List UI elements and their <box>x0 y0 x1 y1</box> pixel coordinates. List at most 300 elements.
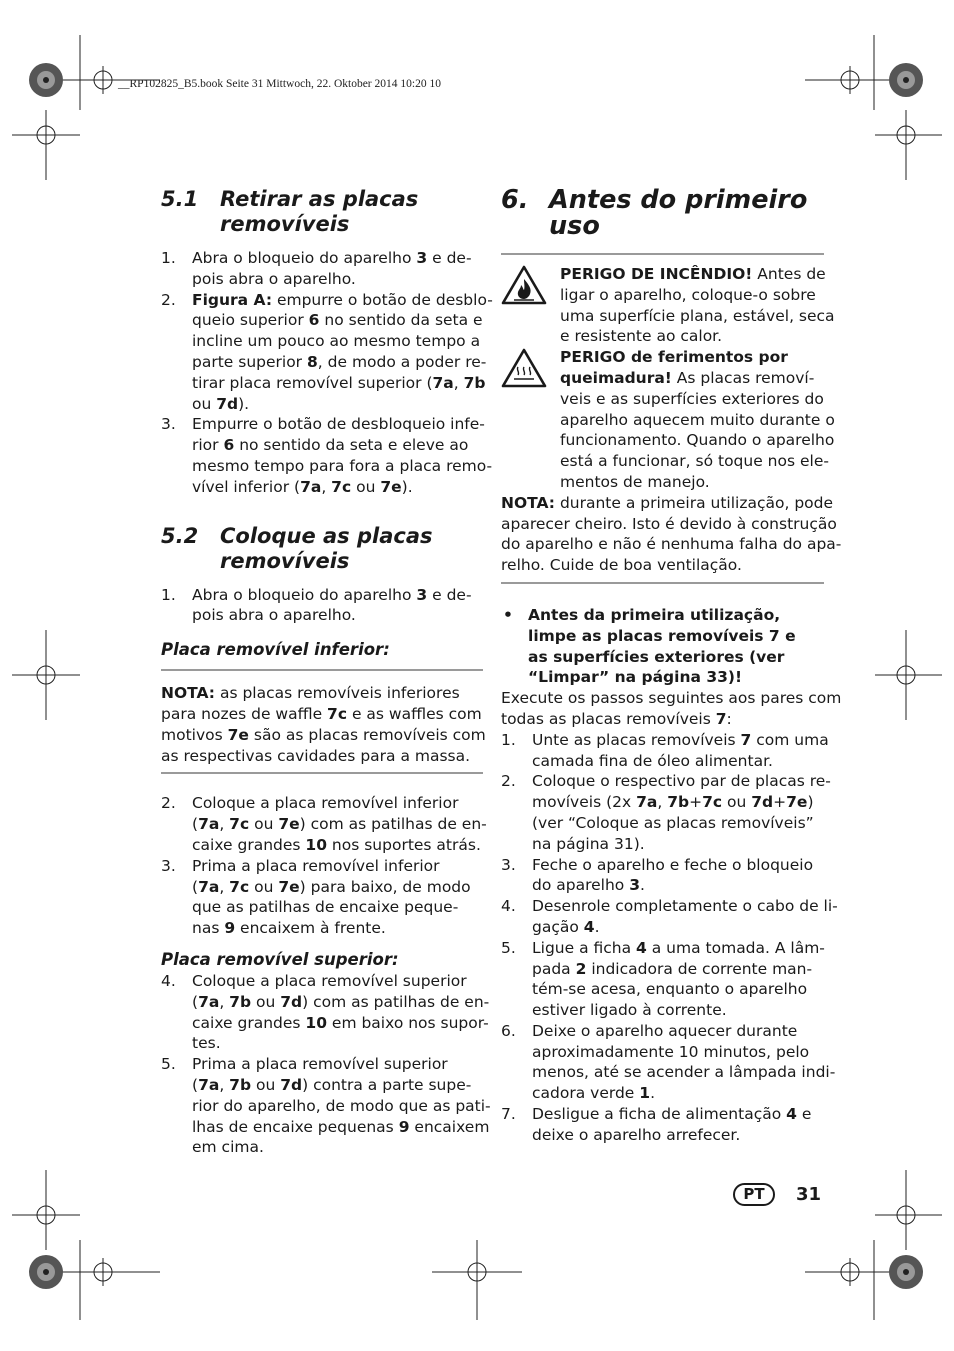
text-line <box>532 1000 824 1021</box>
text-run: , <box>219 1075 230 1094</box>
list-item <box>161 585 483 627</box>
bold-text: 7c <box>331 477 352 496</box>
text-run: para nozes de waffle <box>161 704 328 723</box>
list-item <box>161 1054 491 1158</box>
list-item <box>501 730 829 772</box>
divider <box>501 582 824 584</box>
text-line <box>532 834 824 855</box>
bold-text: 3 <box>416 585 428 604</box>
text-run: Ligue a ficha <box>532 938 637 957</box>
text-line <box>192 1137 483 1158</box>
bold-text: 9 <box>224 919 236 938</box>
bold-text: 7a <box>198 1075 220 1094</box>
text-run: cadora verde <box>532 1084 640 1103</box>
text-line <box>532 751 824 772</box>
item-body <box>192 290 493 415</box>
text-line <box>192 1033 483 1054</box>
text-line <box>528 626 824 647</box>
item-number: 2. <box>161 794 176 813</box>
text-run: camada fina de óleo alimentar. <box>532 751 773 770</box>
text-run: encaixem à frente. <box>235 919 386 938</box>
text-run: Desenrole completamente o cabo de li- <box>532 897 838 916</box>
text-run: Coloque a placa removível inferior <box>192 794 459 813</box>
text-run: e resistente ao calor. <box>560 327 723 346</box>
text-run: movíveis (2x <box>532 793 637 812</box>
text-run: as superfícies exteriores (ver <box>528 647 785 666</box>
text-run: incline um pouco ao mesmo tempo a <box>192 332 481 351</box>
bold-text: NOTA: <box>501 493 556 512</box>
text-run: em cima. <box>192 1138 264 1157</box>
text-run: uma superfície plana, estável, seca <box>560 306 835 325</box>
text-line <box>192 331 483 352</box>
text-run: parte superior <box>192 352 307 371</box>
bold-text: 7d <box>280 992 303 1011</box>
text-run: Coloque a placa removível superior <box>192 971 467 990</box>
text-run: ou <box>722 793 752 812</box>
text-line <box>192 971 483 992</box>
text-run: ou <box>192 394 217 413</box>
text-run: Desligue a ficha de alimentação <box>532 1105 787 1124</box>
text-run: . <box>594 917 600 936</box>
text-line <box>192 373 486 394</box>
text-run: As placas removí- <box>671 368 815 387</box>
item-number: 2. <box>501 772 516 791</box>
text-run: , <box>321 477 332 496</box>
text-line <box>501 688 842 709</box>
text-line <box>192 1075 483 1096</box>
text-run: ( <box>192 1075 199 1094</box>
text-run: funcionamento. Quando o aparelho <box>560 431 835 450</box>
text-run: pois abra o aparelho. <box>192 606 356 625</box>
item-body <box>192 856 483 939</box>
text-run: lhas de encaixe pequenas <box>192 1117 399 1136</box>
item-number: 3. <box>161 856 176 875</box>
text-run: tirar placa removível superior ( <box>192 373 433 392</box>
text-line <box>192 394 483 415</box>
text-run: as respectivas cavidades para a massa. <box>161 746 471 765</box>
text-line <box>560 368 824 389</box>
text-line <box>532 938 824 959</box>
bold-text: 10 <box>305 1013 327 1032</box>
text-run: ( <box>192 815 199 834</box>
text-line <box>501 493 834 514</box>
bold-text: 7a <box>198 877 220 896</box>
text-line <box>501 555 824 576</box>
text-run: , <box>219 992 230 1011</box>
text-run: , <box>657 793 668 812</box>
bold-text: 7 <box>740 730 752 749</box>
text-run: pada <box>532 959 576 978</box>
bold-text: 3 <box>629 876 640 895</box>
text-line <box>192 290 493 311</box>
text-run: relho. Cuide de boa ventilação. <box>501 556 742 575</box>
text-line <box>192 1054 483 1075</box>
text-run: . <box>650 1084 655 1103</box>
text-run: Empurre o botão de desbloqueio infe- <box>192 415 485 434</box>
text-line <box>192 352 487 373</box>
text-line <box>532 959 824 980</box>
steps-list <box>161 793 487 939</box>
bold-text: 7e <box>786 793 808 812</box>
item-number: 1. <box>161 585 176 604</box>
text-line <box>192 835 483 856</box>
bold-text: 6 <box>223 436 235 455</box>
bold-text: 7c <box>702 793 723 812</box>
text-run: veis e as superfícies exteriores do <box>560 389 824 408</box>
list-item <box>501 896 838 938</box>
text-run: encaixem <box>409 1117 490 1136</box>
item-body <box>192 585 483 627</box>
text-line <box>532 1125 824 1146</box>
intro-text <box>501 688 842 730</box>
section-heading-5-2: 5.2 Coloque as placas removíveis <box>161 523 433 573</box>
text-line <box>528 605 824 626</box>
hot-surface-icon <box>501 347 547 389</box>
text-line <box>560 430 835 451</box>
item-number: 4. <box>161 971 176 990</box>
text-run: Antes da primeira utilização, <box>528 605 781 624</box>
bold-text: 4 <box>636 938 647 957</box>
text-run: ou <box>351 477 381 496</box>
text-line <box>532 1042 824 1063</box>
text-line <box>532 979 824 1000</box>
text-line <box>192 585 483 606</box>
text-run: são as placas removíveis com <box>248 725 486 744</box>
text-run: (ver “Coloque as placas removíveis” <box>532 813 814 832</box>
divider <box>161 772 483 774</box>
text-run: Unte as placas removíveis <box>532 730 741 749</box>
text-run: ( <box>192 992 199 1011</box>
text-line <box>532 855 824 876</box>
text-run: vível inferior ( <box>192 477 301 496</box>
text-run: no sentido da seta e <box>319 311 483 330</box>
text-line <box>161 704 483 725</box>
item-number: 5. <box>501 938 516 957</box>
print-slug: __RP102825_B5.book Seite 31 Mittwoch, 22. Oktober 2014 10:20 10 <box>118 78 441 90</box>
bold-text: 7e <box>278 877 300 896</box>
text-run: , de modo a poder re- <box>317 352 487 371</box>
text-run: deixe o aparelho arrefecer. <box>532 1125 741 1144</box>
text-run: ou <box>251 1075 281 1094</box>
bold-text: 7b <box>463 373 486 392</box>
bold-text: 7d <box>216 394 239 413</box>
bold-text: 7b <box>667 793 690 812</box>
text-line <box>528 667 824 688</box>
steps-list <box>161 585 483 627</box>
text-run: Abra o bloqueio do aparelho <box>192 249 417 267</box>
text-run: . <box>640 876 645 895</box>
text-run: aproximadamente 10 minutos, pelo <box>532 1042 810 1061</box>
text-run: ou <box>251 992 281 1011</box>
text-run: mentos de manejo. <box>560 472 710 491</box>
text-run: , <box>219 815 230 834</box>
page-number: 31 <box>796 1184 822 1205</box>
text-run: + <box>689 793 703 812</box>
item-number: 6. <box>501 1021 516 1040</box>
text-line <box>192 435 483 456</box>
text-line <box>192 605 483 626</box>
list-item <box>161 248 483 290</box>
steps-list <box>501 730 838 1146</box>
text-line <box>192 1096 491 1117</box>
text-line <box>192 1117 490 1138</box>
text-run: : <box>726 709 732 728</box>
text-run: ou <box>249 877 279 896</box>
text-line <box>560 326 824 347</box>
text-run: empurre o botão de desblo- <box>272 290 493 309</box>
section-heading-5-1: 5.1 Retirar as placas removíveis <box>161 187 419 236</box>
bold-text: 7c <box>229 877 250 896</box>
text-line <box>192 877 483 898</box>
bold-text: 1 <box>639 1084 651 1103</box>
text-run: Coloque o respectivo par de placas re- <box>532 772 831 791</box>
text-line <box>532 1062 836 1083</box>
text-line <box>192 310 483 331</box>
item-body <box>192 971 490 1054</box>
text-run: ligar o aparelho, coloque-o sobre <box>560 285 816 304</box>
bold-text: 2 <box>575 959 587 978</box>
text-run: todas as placas removíveis <box>501 709 716 728</box>
bold-text: NOTA: <box>161 684 216 703</box>
text-run: + <box>773 793 787 812</box>
text-run: menos, até se acender a lâmpada indi- <box>532 1063 836 1082</box>
list-item <box>501 771 831 854</box>
item-body <box>532 1104 824 1146</box>
text-run: caixe grandes <box>192 1013 306 1032</box>
bold-text: 7e <box>227 725 249 744</box>
list-item <box>501 855 824 897</box>
divider <box>501 253 824 255</box>
text-run: indicadora de corrente man- <box>586 959 813 978</box>
text-line <box>560 264 824 285</box>
text-run: ) contra a parte supe- <box>302 1075 472 1094</box>
text-run: ) com as patilhas de en- <box>299 815 487 834</box>
text-line <box>501 534 842 555</box>
bold-text: 4 <box>583 917 595 936</box>
text-run: aparecer cheiro. Isto é devido à construção <box>501 514 837 533</box>
item-body <box>532 771 831 854</box>
item-number: 1. <box>161 249 176 267</box>
bold-text: 7 <box>715 709 727 728</box>
subheading-upper: Placa removível superior: <box>161 949 399 969</box>
text-run: e de- <box>427 585 472 604</box>
text-run: aparelho aquecem muito durante o <box>560 410 835 429</box>
text-line <box>560 410 835 431</box>
item-body <box>532 1021 836 1104</box>
text-run: estiver ligado à corrente. <box>532 1001 727 1020</box>
bold-text: PERIGO DE INCÊNDIO! <box>560 265 753 283</box>
item-number: 5. <box>161 1055 176 1074</box>
bold-text: Figura A: <box>192 290 273 309</box>
text-run: rior <box>192 436 224 455</box>
text-run: está a funcionar, só toque nos ele- <box>560 452 829 471</box>
bold-text: 9 <box>398 1117 410 1136</box>
bullet-note: • Antes da primeira utilização, limpe as placas removíveis 7 e as superfícies exteriores (ver “Limpar” na página 33)! <box>501 605 824 688</box>
text-line <box>192 814 487 835</box>
bold-text: queimadura! <box>560 368 672 387</box>
text-run: Feche o aparelho e feche o bloqueio <box>532 855 814 874</box>
text-run: , <box>453 373 464 392</box>
text-run: ) <box>807 793 814 812</box>
text-line <box>532 875 824 896</box>
text-run: durante a primeira utilização, pode <box>555 493 834 512</box>
bold-text: 7d <box>751 793 774 812</box>
text-line <box>560 306 835 327</box>
item-body <box>532 896 838 938</box>
text-run: do aparelho e não é nenhuma falha do apa- <box>501 535 842 554</box>
text-run: nos suportes atrás. <box>326 835 481 854</box>
text-line <box>192 477 483 498</box>
text-run: ou <box>249 815 279 834</box>
text-run: , <box>219 877 230 896</box>
text-line <box>560 451 829 472</box>
text-line <box>532 813 824 834</box>
list-item <box>161 793 487 855</box>
text-line <box>560 347 824 368</box>
text-run: e <box>796 1105 812 1124</box>
item-number: 3. <box>501 855 516 874</box>
text-run: pois abra o aparelho. <box>192 269 356 288</box>
steps-list <box>161 971 491 1158</box>
text-line <box>192 897 483 918</box>
list-item <box>161 414 493 497</box>
text-run: ). <box>238 394 250 413</box>
steps-list <box>161 248 493 498</box>
list-item <box>161 971 490 1054</box>
text-line <box>161 746 483 767</box>
bold-text: 6 <box>308 311 320 330</box>
text-run: na página 31). <box>532 834 645 853</box>
text-line <box>560 472 824 493</box>
item-body <box>192 1054 491 1158</box>
text-line <box>192 456 493 477</box>
item-body <box>532 855 824 897</box>
text-line <box>532 1021 824 1042</box>
bold-text: 7c <box>327 704 348 723</box>
text-line <box>560 389 824 410</box>
bold-text: 7d <box>280 1075 303 1094</box>
text-run: ) com as patilhas de en- <box>302 992 490 1011</box>
text-line <box>532 896 838 917</box>
list-item <box>501 938 824 1021</box>
text-run: e de- <box>427 249 472 267</box>
item-number: 2. <box>161 290 176 309</box>
bold-text: 3 <box>416 249 428 267</box>
bold-text: 7c <box>229 815 250 834</box>
text-run: com uma <box>751 730 829 749</box>
text-line <box>192 414 483 435</box>
text-run: Abra o bloqueio do aparelho <box>192 585 417 604</box>
text-run: Execute os passos seguintes aos pares com <box>501 689 842 708</box>
text-line <box>560 285 824 306</box>
language-badge: PT <box>733 1183 775 1206</box>
text-run: nas <box>192 919 225 938</box>
text-line <box>161 725 486 746</box>
text-run: do aparelho <box>532 876 630 895</box>
text-run: “Limpar” na página 33)! <box>528 668 743 687</box>
text-run: em baixo nos supor- <box>326 1013 489 1032</box>
bold-text: 10 <box>305 835 327 854</box>
text-run: tém-se acesa, enquanto o aparelho <box>532 980 808 999</box>
text-line <box>532 917 824 938</box>
left-column <box>161 187 493 1158</box>
bold-text: 7a <box>198 992 220 1011</box>
text-line <box>528 647 824 668</box>
text-run: ( <box>192 877 199 896</box>
text-run: Prima a placa removível superior <box>192 1055 448 1074</box>
item-number: 7. <box>501 1105 516 1124</box>
text-line <box>192 856 483 877</box>
bold-text: 7a <box>432 373 454 392</box>
text-run: no sentido da seta e eleve ao <box>234 436 469 455</box>
item-body <box>192 248 483 290</box>
text-line <box>501 709 824 730</box>
text-line <box>192 248 483 269</box>
list-item <box>501 1021 836 1104</box>
text-line <box>192 918 483 939</box>
section-heading-6: 6. Antes do primeiro uso <box>501 185 808 241</box>
text-line <box>532 792 824 813</box>
item-body <box>532 730 829 772</box>
list-item <box>161 290 493 415</box>
bold-text: 7b <box>229 992 252 1011</box>
text-line <box>192 992 490 1013</box>
text-run: Deixe o aparelho aquecer durante <box>532 1021 798 1040</box>
right-column <box>501 185 842 1146</box>
item-body <box>192 793 487 855</box>
bold-text: 7b <box>229 1075 252 1094</box>
list-item <box>501 1104 824 1146</box>
fire-warning-icon <box>501 264 547 306</box>
text-run: Prima a placa removível inferior <box>192 856 440 875</box>
item-body <box>532 938 824 1021</box>
list-item <box>161 856 483 939</box>
text-run: mesmo tempo para fora a placa remo- <box>192 456 493 475</box>
text-line <box>532 1104 824 1125</box>
text-run: motivos <box>161 725 228 744</box>
bold-text: 7a <box>636 793 658 812</box>
text-run: tes. <box>192 1034 221 1053</box>
text-run: caixe grandes <box>192 835 306 854</box>
text-run: que as patilhas de encaixe peque- <box>192 898 459 917</box>
text-run: a uma tomada. A lâm- <box>646 938 825 957</box>
item-body <box>192 414 493 497</box>
bold-text: 7e <box>278 815 300 834</box>
text-run: ) para baixo, de modo <box>299 877 471 896</box>
text-line <box>532 771 831 792</box>
warning-fire <box>501 264 835 347</box>
text-line <box>192 1013 489 1034</box>
note-box <box>161 671 486 772</box>
text-line <box>192 793 483 814</box>
bold-text: 7e <box>380 477 402 496</box>
text-line <box>161 683 483 704</box>
item-number: 1. <box>501 730 516 749</box>
text-run: ). <box>401 477 413 496</box>
bold-text: PERIGO de ferimentos por <box>560 348 788 367</box>
bold-text: 8 <box>307 352 318 371</box>
warning-burn <box>501 347 835 493</box>
text-run: gação <box>532 917 584 936</box>
text-run: rior do aparelho, de modo que as pati- <box>192 1096 491 1115</box>
text-line <box>532 730 829 751</box>
text-line <box>532 1083 824 1104</box>
bold-text: 7a <box>198 815 220 834</box>
note-text <box>501 493 842 576</box>
item-number: 4. <box>501 897 516 916</box>
bold-text: 4 <box>786 1105 797 1124</box>
subheading-lower: Placa removível inferior: <box>161 640 390 660</box>
